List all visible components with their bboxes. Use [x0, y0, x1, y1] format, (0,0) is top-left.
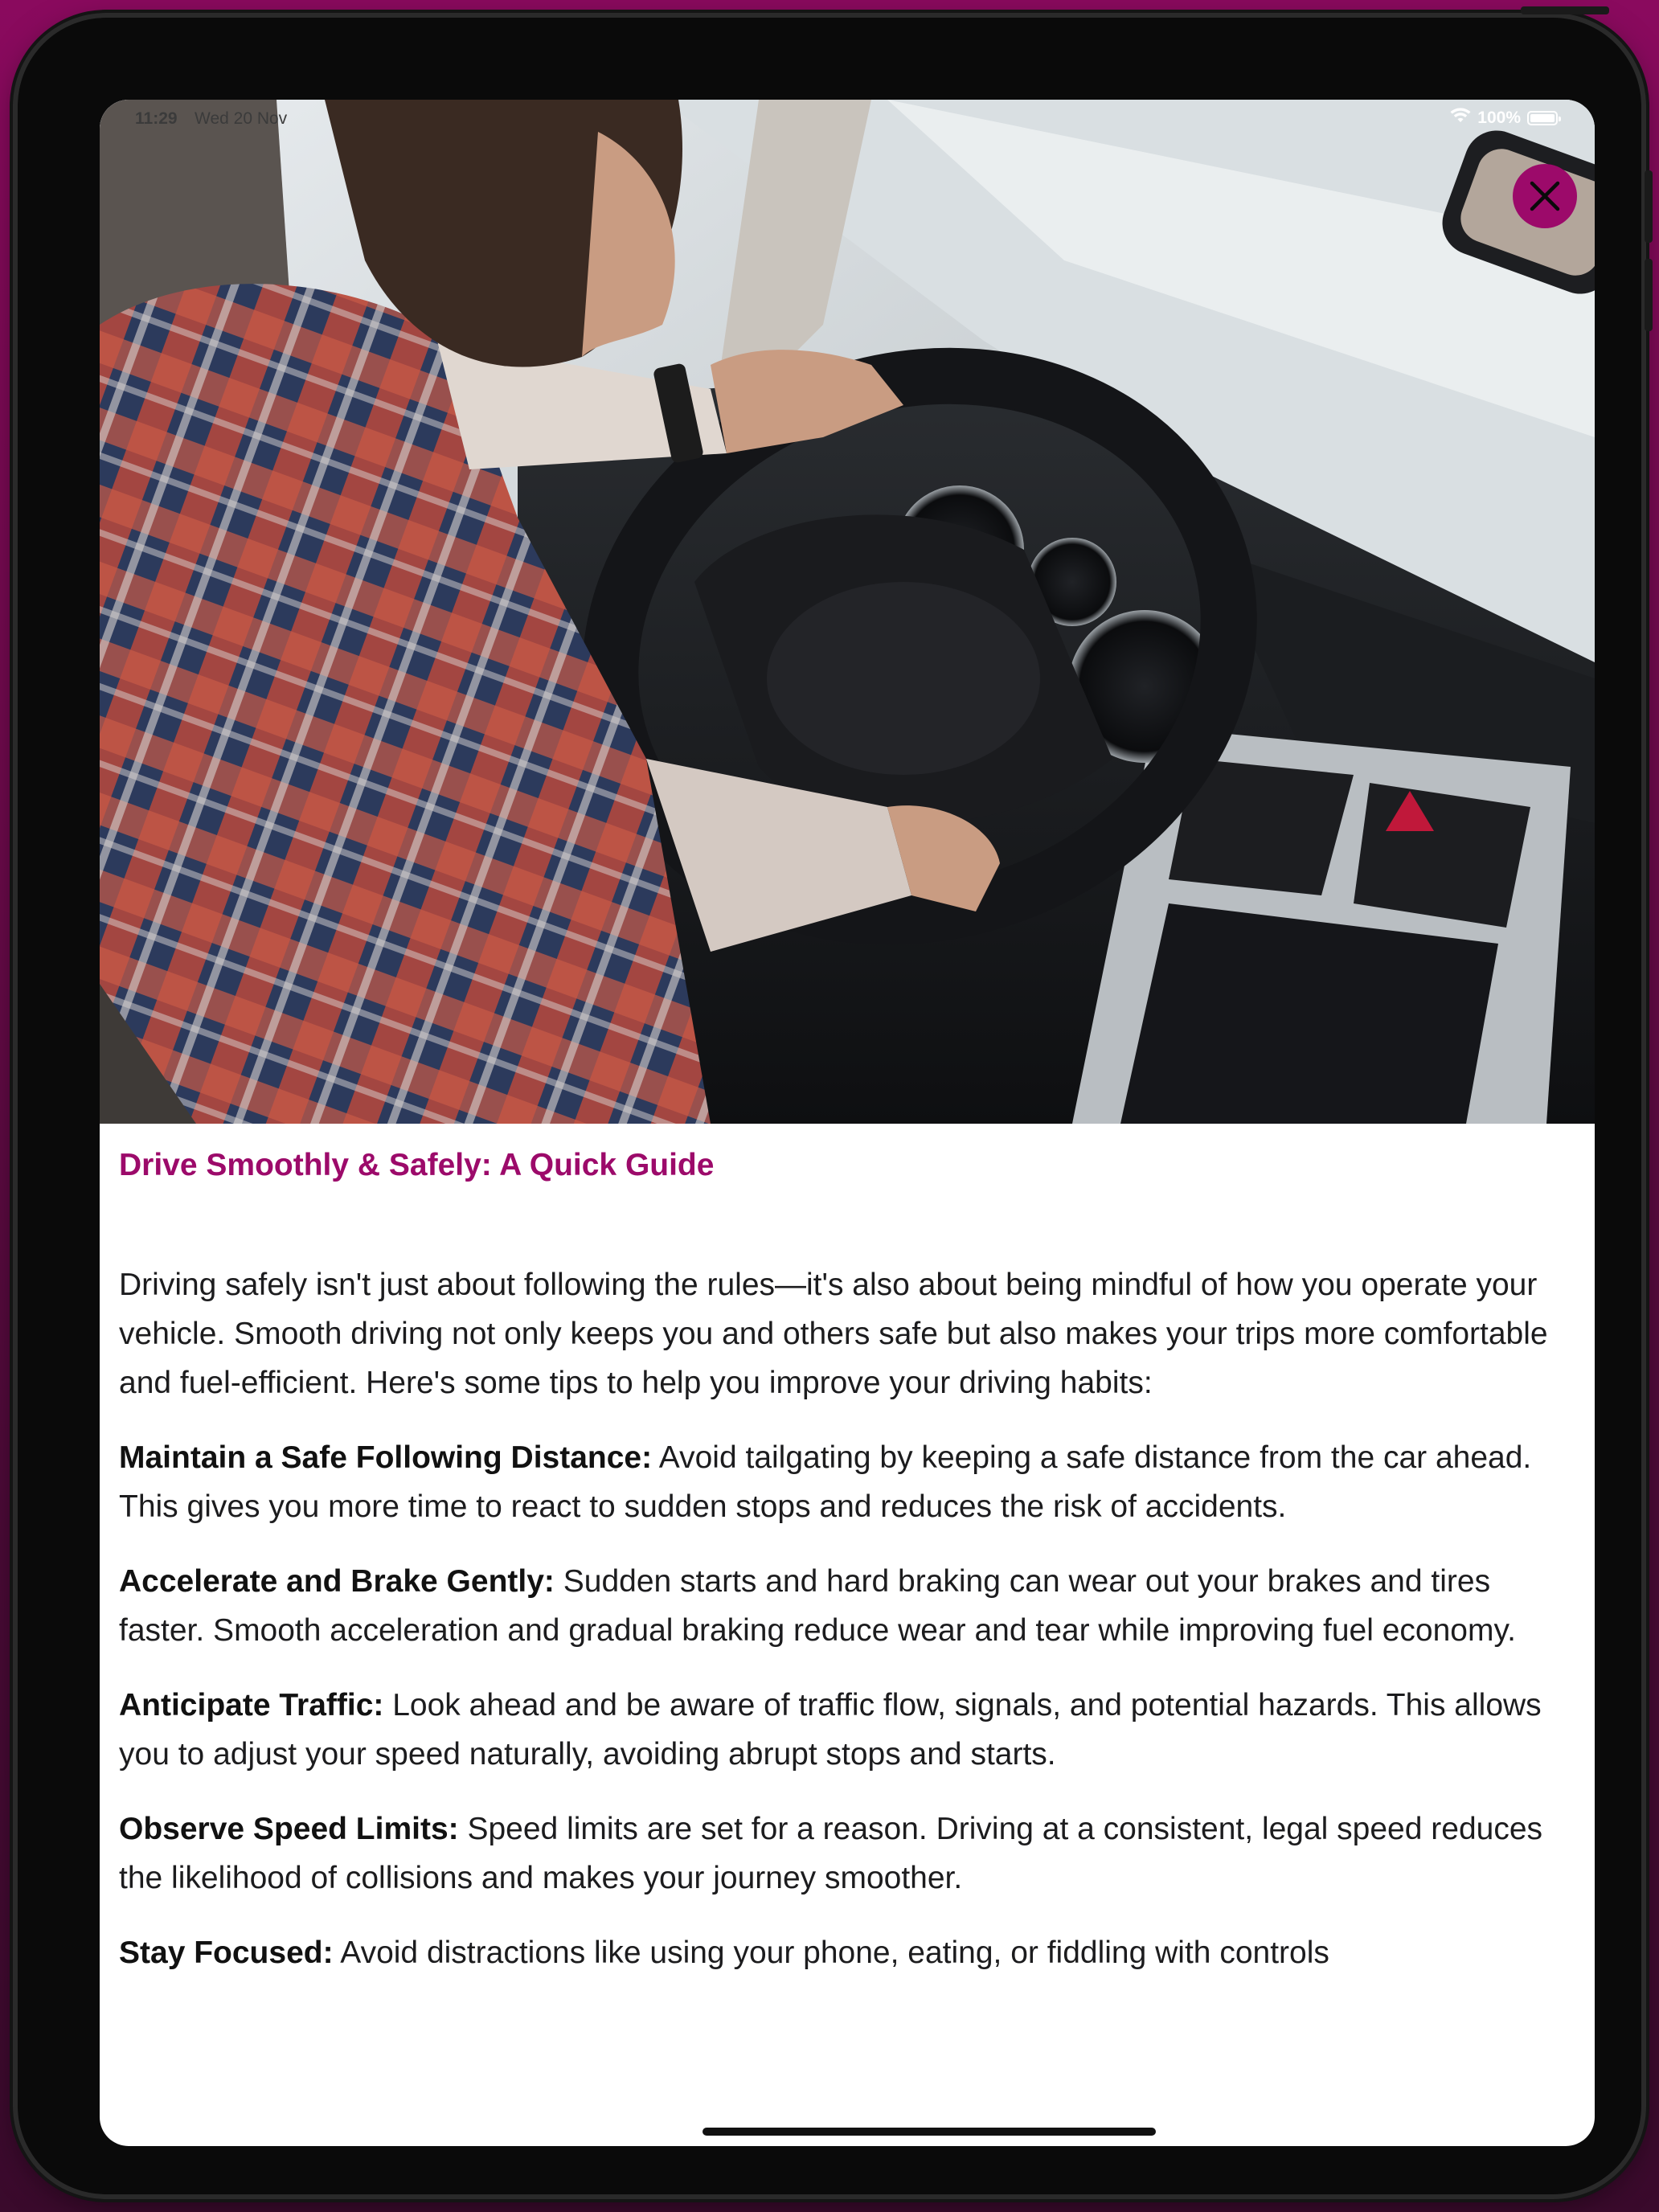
top-button [1521, 6, 1609, 14]
driver-at-steering-wheel-photo [100, 100, 1595, 1124]
battery-icon [1527, 111, 1558, 125]
status-time: 11:29 [135, 109, 178, 128]
tip-heading: Stay Focused: [119, 1936, 334, 1970]
hero-photo [100, 100, 1595, 1124]
tip-paragraph [119, 1433, 1575, 1531]
article-intro: Driving safely isn't just about following the rules—it's also about being mindful of how you operate your vehicle. Smooth driving not only keeps you and others safe but also makes your trips more comfortable and fuel-efficient. Here's some tips to help you improve your driving habits: [119, 1268, 1548, 1400]
status-indicators [1450, 108, 1558, 129]
tip-body: Sudden starts and hard braking can wear out your brakes and tires faster. Smooth acceleration and gradual braking reduce wear and tear while improving fuel economy. [119, 1564, 1516, 1648]
close-icon [1529, 180, 1561, 212]
tip-body: Look ahead and be aware of traffic flow, signals, and potential hazards. This allows you to adjust your speed naturally, avoiding abrupt stops and starts. [119, 1688, 1542, 1772]
tip-paragraph [119, 1681, 1575, 1779]
battery-level [1530, 114, 1555, 122]
tip-heading: Anticipate Traffic: [119, 1688, 384, 1722]
wifi-icon [1450, 108, 1471, 129]
tip-heading: Accelerate and Brake Gently: [119, 1564, 555, 1599]
tip-body: Speed limits are set for a reason. Driving at a consistent, legal speed reduces the likelihood of collisions and makes your journey smoother. [119, 1812, 1543, 1895]
tablet-frame [18, 18, 1641, 2194]
tip-heading: Maintain a Safe Following Distance: [119, 1440, 653, 1475]
volume-button [1645, 259, 1653, 331]
battery-percent: 100% [1477, 109, 1521, 127]
article-content [119, 1124, 1575, 1977]
close-button[interactable] [1513, 164, 1577, 228]
screen [100, 100, 1595, 2146]
tip-body: Avoid tailgating by keeping a safe distance from the car ahead. This gives you more time to react to sudden stops and reduces the risk of accidents. [119, 1440, 1532, 1524]
tip-paragraph [119, 1928, 1575, 1977]
tip-heading: Observe Speed Limits: [119, 1812, 459, 1846]
tip-body: Avoid distractions like using your phone, eating, or fiddling with controls [333, 1936, 1329, 1970]
tip-paragraph [119, 1557, 1575, 1655]
status-bar [100, 100, 1595, 140]
home-indicator[interactable] [703, 2128, 1156, 2136]
tip-paragraph [119, 1804, 1575, 1903]
status-date: Wed 20 Nov [195, 109, 288, 128]
article-title: Drive Smoothly & Safely: A Quick Guide [119, 1148, 715, 1182]
volume-button [1645, 170, 1653, 243]
